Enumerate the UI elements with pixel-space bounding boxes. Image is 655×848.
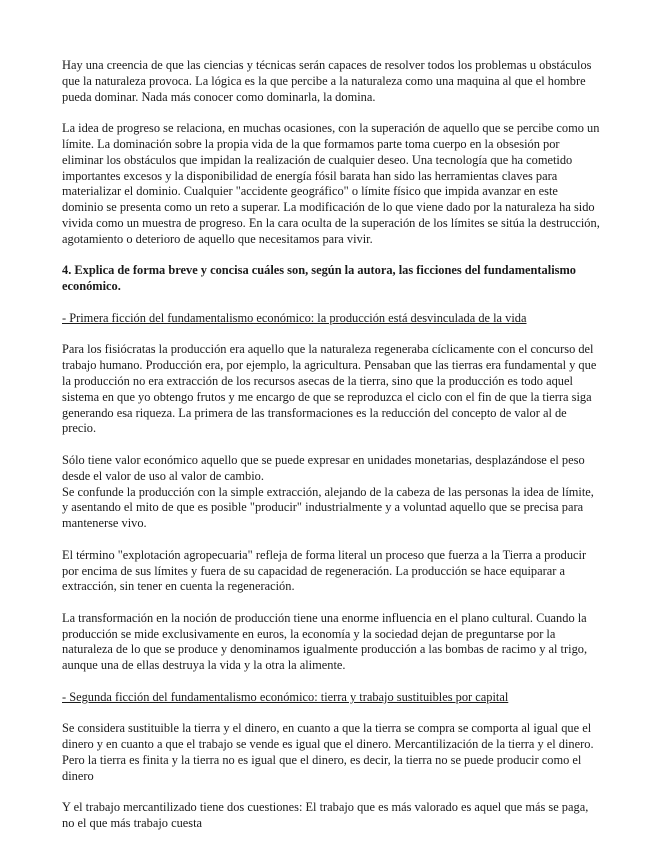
paragraph-commodified-labor: Y el trabajo mercantilizado tiene dos cuestiones: El trabajo que es más valorado es aquel que más se paga, no el que más trabajo cuesta xyxy=(62,800,589,831)
second-fiction-subheading: - Segunda ficción del fundamentalismo económico: tierra y trabajo sustituibles por capital xyxy=(62,689,509,704)
paragraph-economic-value: Sólo tiene valor económico aquello que se puede expresar en unidades monetarias, desplazándose el peso desde el valor de uso al valor de cambio. xyxy=(62,452,585,483)
paragraph-science-belief: Hay una creencia de que las ciencias y técnicas serán capaces de resolver todos los problemas u obstáculos que la naturaleza provoca. La lógica es la que percibe a la naturaleza como una maquina al que el hombre pueda dominar. Nada más conocer como dominarla, la domina. xyxy=(62,58,592,104)
paragraph-agro-exploitation: El término "explotación agropecuaria" refleja de forma literal un proceso que fuerza a la Tierra a producir por encima de sus límites y fuera de su capacidad de regeneración. La producción se hace equiparar a extracción, sin tener en cuenta la regeneración. xyxy=(62,547,587,594)
document-page xyxy=(62,58,602,848)
question-4-heading: 4. Explica de forma breve y concisa cuáles son, según la autora, las ficciones del fundamentalismo económico. xyxy=(62,263,576,294)
paragraph-physiocrats: Para los fisiócratas la producción era aquello que la naturaleza regeneraba cíclicamente con el concurso del trabajo humano. Producción era, por ejemplo, la agricultura. Pensaban que las tierras era fundamental y que la producción no era extracción de los recursos asecas de la tierra, sino que la producción es todo aquel sistema en que yo obtengo frutos y me encargo de que se reproduzca el ciclo con el fin de que la tierra siga generando esa riqueza. La primera de las transformaciones es la reducción del concepto de valor al de precio. xyxy=(62,342,597,436)
paragraph-land-money: Se considera sustituible la tierra y el dinero, en cuanto a que la tierra se compra se comporta al igual que el dinero y en cuanto a que el trabajo se vende es igual que el dinero. Mercantilización de la tierra y el dinero. Pero la tierra es finita y la tierra no es igual que el dinero, es decir, la tierra no se puede producir como el dinero xyxy=(62,721,594,783)
paragraph-progress-idea: La idea de progreso se relaciona, en muchas ocasiones, con la superación de aquello que se percibe como un límite. La dominación sobre la propia vida de la que formamos parte toma cuerpo en la obsesión por eliminar los obstáculos que impidan la realización de cualquier deseo. Una tecnología que ha cometido importantes excesos y la disponibilidad de energía fósil barata han sido las herramientas claves para materializar el dominio. Cualquier "accidente geográfico" o límite físico que impida avanzar en este dominio se presenta como un reto a superar. La modificación de lo que viene dado por la naturaleza ha sido vivida como un muestra de progreso. En la cara oculta de la superación de los límites se sitúa la destrucción, agotamiento o deterioro de aquello que necesitamos para vivir. xyxy=(62,121,600,246)
first-fiction-subheading: - Primera ficción del fundamentalismo económico: la producción está desvinculada de la vida xyxy=(62,310,527,325)
paragraph-cultural-influence: La transformación en la noción de producción tiene una enorme influencia en el plano cultural. Cuando la producción se mide exclusivamente en euros, la economía y la sociedad dejan de preguntarse por la naturaleza de lo que se produce y denominamos igualmente producción a las bombas de racimo y al trigo, aunque una de ellas destruya la vida y la otra la alimente. xyxy=(62,610,588,673)
paragraph-production-extraction: Se confunde la producción con la simple extracción, alejando de la cabeza de las personas la idea de límite, y asentando el mito de que es posible "producir" industrialmente y a voluntad aquello que se precisa para mantenerse vivo. xyxy=(62,484,594,531)
